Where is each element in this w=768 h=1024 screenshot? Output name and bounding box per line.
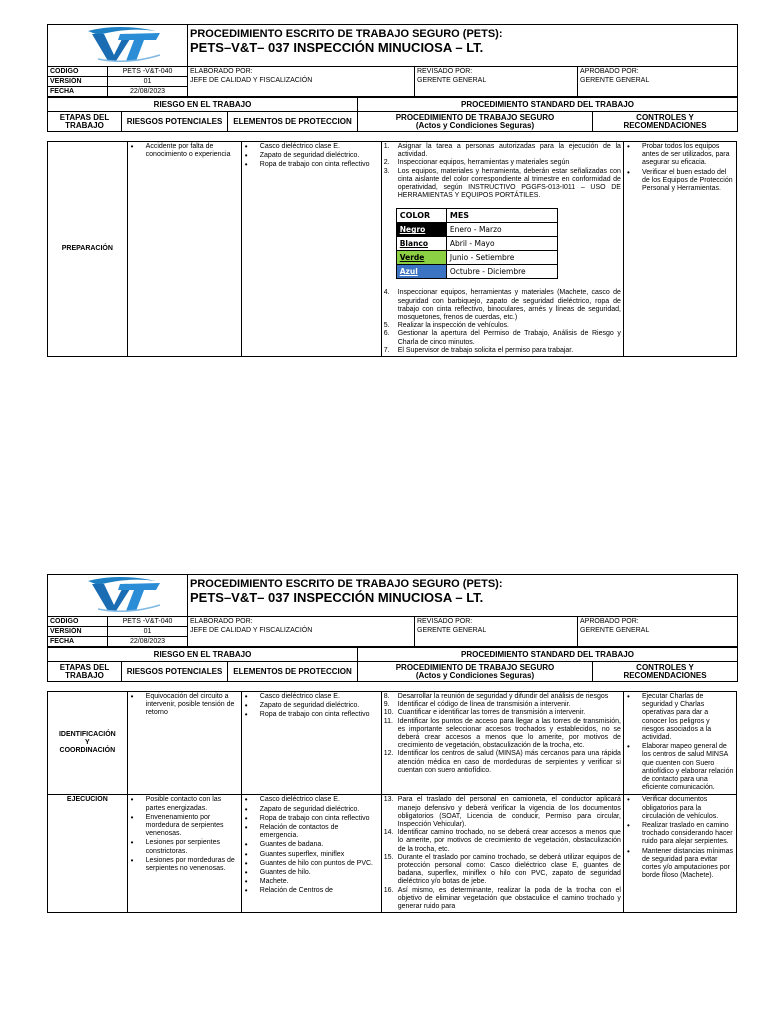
color-code-table xyxy=(396,208,558,279)
document-header xyxy=(47,24,738,97)
procedure-step xyxy=(384,168,621,201)
version-value: 01 xyxy=(108,627,188,637)
table-row xyxy=(48,795,737,913)
col-etapas: ETAPAS DEL TRABAJO xyxy=(48,112,122,132)
elaborado-value: JEFE DE CALIDAD Y FISCALIZACIÓN xyxy=(190,77,313,84)
protection-item: • Zapato de seguridad dieléctrico. xyxy=(244,806,379,814)
step-text: Identificar camino trochado, no se deberá crear accesos a menos que lo amerite, por motivos de crecimiento de vegetación, obstaculización de la trocha, etc. xyxy=(397,829,621,853)
risk-item: • Lesiones por mordeduras de serpientes no venenosas. xyxy=(130,857,239,873)
step-number: 12. xyxy=(383,750,394,758)
company-logo xyxy=(48,25,188,67)
procedure-step xyxy=(384,709,621,717)
document-title: PROCEDIMIENTO ESCRITO DE TRABAJO SEGURO (PETS): xyxy=(190,578,503,590)
risk-list xyxy=(130,796,239,873)
section-procedimiento: PROCEDIMIENTO STANDARD DEL TRABAJO xyxy=(358,648,738,662)
procedure-step xyxy=(384,854,621,887)
revisado-label: REVISADO POR: xyxy=(417,68,473,75)
col-procedimiento-sub: (Actos y Condiciones Seguras) xyxy=(415,120,535,130)
stage-identificacion-line3: COORDINACIÓN xyxy=(59,747,116,755)
step-text: Realizar la inspección de vehículos. xyxy=(397,322,510,330)
control-item: • Realizar traslado en camino trochado considerando hacer ruido para alejar serpientes. xyxy=(626,822,734,847)
aprobado-label: APROBADO POR: xyxy=(580,618,639,625)
vt-logo-icon xyxy=(48,575,188,613)
step-text: Inspeccionar equipos, herramientas y materiales según xyxy=(397,159,570,167)
protection-list xyxy=(244,693,379,720)
version-label: VERSIÓN xyxy=(48,627,108,637)
col-procedimiento-sub: (Actos y Condiciones Seguras) xyxy=(415,670,535,680)
control-item: • Mantener distancias mínimas de seguridad para evitar cortes y/o amputaciones por borde filoso (Machete). xyxy=(626,848,734,881)
section-procedimiento: PROCEDIMIENTO STANDARD DEL TRABAJO xyxy=(358,98,738,112)
control-list xyxy=(626,693,734,792)
control-item: • Elaborar mapeo general de los centros de salud MINSA que cuenten con Suero antiofídico y elaborar relación de contacto para una eficiente comunicación. xyxy=(626,743,734,792)
procedure-step xyxy=(384,701,621,709)
color-header: COLOR xyxy=(396,209,446,223)
risk-item: • Posible contacto con las partes energizadas. xyxy=(130,796,239,812)
procedure-step xyxy=(384,159,621,167)
protection-item: • Machete. xyxy=(244,878,379,886)
stage-identificacion-line1: IDENTIFICACIÓN xyxy=(58,730,116,738)
revisado-label: REVISADO POR: xyxy=(417,618,473,625)
procedure-step xyxy=(384,829,621,854)
document-subtitle: PETS–V&T– 037 INSPECCIÓN MINUCIOSA – LT. xyxy=(190,590,484,605)
table-row xyxy=(48,142,737,357)
document-header xyxy=(47,574,738,647)
version-label: VERSIÓN xyxy=(48,77,108,87)
mes-blanco: Abril - Mayo xyxy=(446,237,557,251)
fecha-label: FECHA xyxy=(48,637,108,647)
procedure-steps xyxy=(384,796,621,911)
step-text: El Supervisor de trabajo solicita el permiso para trabajar. xyxy=(397,346,574,354)
aprobado-label: APROBADO POR: xyxy=(580,68,639,75)
step-text: Cuantificar e identificar las torres de transmisión a intervenir. xyxy=(397,709,586,717)
control-list xyxy=(626,143,734,193)
section-riesgo: RIESGO EN EL TRABAJO xyxy=(48,648,358,662)
protection-item: • Casco dieléctrico clase E. xyxy=(244,796,379,804)
stage-identificacion-line2: Y xyxy=(84,739,90,747)
protection-item: • Casco dieléctrico clase E. xyxy=(244,693,379,701)
step-number: 2. xyxy=(383,159,390,167)
protection-list xyxy=(244,143,379,170)
procedure-step xyxy=(384,887,621,912)
codigo-label: CODIGO xyxy=(48,617,108,627)
step-number: 3. xyxy=(383,167,390,175)
procedure-table-2 xyxy=(47,691,737,913)
version-value: 01 xyxy=(108,77,188,87)
procedure-step xyxy=(384,330,621,346)
procedure-step xyxy=(384,693,621,701)
step-number: 8. xyxy=(383,693,390,700)
procedure-table-1 xyxy=(47,141,737,357)
col-elementos: ELEMENTOS DE PROTECCION xyxy=(228,662,358,682)
procedure-step xyxy=(384,796,621,829)
document-title: PROCEDIMIENTO ESCRITO DE TRABAJO SEGURO (PETS): xyxy=(190,28,503,40)
table-row xyxy=(48,692,737,795)
fecha-value: 22/08/2023 xyxy=(108,637,188,647)
aprobado-value: GERENTE GENERAL xyxy=(580,627,650,634)
company-logo xyxy=(48,575,188,617)
mes-negro: Enero - Marzo xyxy=(446,223,557,237)
elaborado-label: ELABORADO POR: xyxy=(190,68,253,75)
step-number: 7. xyxy=(383,346,390,354)
codigo-value: PETS -V&T-040 xyxy=(108,617,188,627)
col-controles: CONTROLES Y RECOMENDACIONES xyxy=(593,662,738,682)
codigo-value: PETS -V&T-040 xyxy=(108,67,188,77)
procedure-steps xyxy=(384,143,621,200)
risk-list xyxy=(130,143,239,159)
document-subtitle: PETS–V&T– 037 INSPECCIÓN MINUCIOSA – LT. xyxy=(190,40,484,55)
risk-list xyxy=(130,693,239,718)
page-1 xyxy=(47,24,737,357)
risk-item: • Lesiones por serpientes constrictoras. xyxy=(130,839,239,855)
procedure-step xyxy=(384,289,621,322)
protection-item: • Guantes de hilo con puntos de PVC. xyxy=(244,860,379,868)
step-number: 9. xyxy=(383,701,390,709)
step-number: 11. xyxy=(383,717,393,725)
step-number: 6. xyxy=(383,330,390,338)
stage-ejecucion: EJECUCION xyxy=(48,795,128,913)
step-text: Para el traslado del personal en camioneta, el conductor aplicará manejo defensivo y deberá verificar la vigencia de los documentos obligatorios (SOAT, Licencia de conducir, Permiso para circular, Inspección Vehicular). xyxy=(397,796,621,829)
stage-identificacion xyxy=(48,692,128,795)
protection-item: • Guantes de badana. xyxy=(244,841,379,849)
step-text: Identificar el código de línea de transmisión a intervenir. xyxy=(397,701,571,709)
protection-item: • Guantes de hilo. xyxy=(244,869,379,877)
color-verde: Verde xyxy=(396,251,446,265)
stage-preparacion: PREPARACIÓN xyxy=(48,142,128,357)
procedure-steps xyxy=(384,693,621,775)
procedure-step xyxy=(384,322,621,330)
fecha-label: FECHA xyxy=(48,87,108,97)
protection-item: • Zapato de seguridad dieléctrico. xyxy=(244,152,379,160)
revisado-value: GERENTE GENERAL xyxy=(417,627,487,634)
control-list xyxy=(626,796,734,880)
step-text: Identificar los puntos de acceso para llegar a las torres de transmisión, es importante seleccionar accesos trochados y establecidos, no se deberá crear accesos a menos que lo amerite, por motivos de crecimiento de vegetación, obstaculización de la trocha, etc. xyxy=(397,717,621,750)
col-procedimiento: PROCEDIMIENTO DE TRABAJO SEGURO xyxy=(395,112,555,122)
codigo-label: CODIGO xyxy=(48,67,108,77)
control-item: • Probar todos los equipos antes de ser utilizados, para asegurar su eficacia. xyxy=(626,143,734,168)
step-text: Gestionar la apertura del Permiso de Trabajo, Análisis de Riesgo y Charla de cinco minutos. xyxy=(397,330,621,346)
mes-verde: Junio - Setiembre xyxy=(446,251,557,265)
protection-item: • Relación de contactos de emergencia. xyxy=(244,824,379,840)
step-number: 4. xyxy=(383,289,390,297)
protection-item: • Ropa de trabajo con cinta reflectivo xyxy=(244,161,379,169)
color-azul: Azul xyxy=(396,265,446,279)
step-number: 13. xyxy=(383,796,394,804)
step-text: Desarrollar la reunión de seguridad y difundir del análisis de riesgos xyxy=(397,693,609,700)
control-item: • Verificar el buen estado del de los Equipos de Protección Personal y Herramientas. xyxy=(626,169,734,194)
risk-item: • Envenenamiento por mordedura de serpientes venenosas. xyxy=(130,814,239,839)
step-text: Asignar la tarea a personas autorizadas para la ejecución de la actividad. xyxy=(397,143,621,159)
fecha-value: 22/08/2023 xyxy=(108,87,188,97)
section-riesgo: RIESGO EN EL TRABAJO xyxy=(48,98,358,112)
protection-item: • Relación de Centros de xyxy=(244,887,379,895)
procedure-steps-continued xyxy=(384,289,621,355)
color-negro: Negro xyxy=(396,223,446,237)
color-blanco: Blanco xyxy=(396,237,446,251)
aprobado-value: GERENTE GENERAL xyxy=(580,77,650,84)
procedure-step xyxy=(384,143,621,159)
step-text: Así mismo, es determinante, realizar la poda de la trocha con el objetivo de eliminar vegetación que obstaculice el camino trochado y generar ruido para xyxy=(397,886,621,911)
procedure-step xyxy=(384,750,621,775)
step-number: 10. xyxy=(383,709,394,717)
elaborado-value: JEFE DE CALIDAD Y FISCALIZACIÓN xyxy=(190,627,313,634)
elaborado-label: ELABORADO POR: xyxy=(190,618,253,625)
vt-logo-icon xyxy=(48,25,188,63)
mes-azul: Octubre - Diciembre xyxy=(446,265,557,279)
page-2 xyxy=(47,574,737,913)
col-elementos: ELEMENTOS DE PROTECCION xyxy=(228,112,358,132)
column-header xyxy=(47,97,738,132)
step-text: Inspeccionar equipos, herramientas y materiales (Machete, casco de seguridad con barbiquejo, zapato de seguridad dieléctrico, ropa de trabajo con cinta reflectivo, binoculares, arnés y líneas de seguridad, mosquetones, frenos de cuerdas, etc.) xyxy=(397,289,621,322)
step-number: 15. xyxy=(383,853,394,861)
protection-item: • Ropa de trabajo con cinta reflectivo xyxy=(244,711,379,719)
protection-item: • Zapato de seguridad dieléctrico. xyxy=(244,702,379,710)
step-text: Los equipos, materiales y herramienta, deberán estar señalizadas con cinta aislante del color correspondiente al trimestre en conformidad de operatividad, según INSTRUCTIVO PGGFS-013-I011 – USO DE HERRAMIENTAS Y EQUIPOS PORTÁTILES. xyxy=(397,167,621,200)
procedure-step xyxy=(384,347,621,355)
step-number: 5. xyxy=(383,322,390,330)
protection-item: • Casco dieléctrico clase E. xyxy=(244,143,379,151)
col-procedimiento: PROCEDIMIENTO DE TRABAJO SEGURO xyxy=(395,662,555,672)
mes-header: MES xyxy=(446,209,557,223)
col-controles: CONTROLES Y RECOMENDACIONES xyxy=(593,112,738,132)
col-riesgos: RIESGOS POTENCIALES xyxy=(122,112,228,132)
risk-item: • Equivocación del circuito a intervenir, posible tensión de retorno xyxy=(130,693,239,718)
protection-item: • Guantes superflex, miniflex xyxy=(244,851,379,859)
risk-item: • Accidente por falta de conocimiento o experiencia xyxy=(130,143,239,159)
control-item: • Ejecutar Charlas de seguridad y Charlas operativas para dar a conocer los peligros y riesgos asociados a la actividad. xyxy=(626,693,734,742)
revisado-value: GERENTE GENERAL xyxy=(417,77,487,84)
step-text: Durante el traslado por camino trochado, se deberá utilizar equipos de protección personal como: Casco dieléctrico clase E, guantes de badana, superflex, miniflex o hilo con PVC, zapato de seguridad dieléctrico y/o botas de jebe. xyxy=(397,853,621,886)
step-number: 1. xyxy=(383,143,390,150)
column-header xyxy=(47,647,738,682)
step-number: 14. xyxy=(383,829,394,837)
step-text: Identificar los centros de salud (MINSA) más cercanos para una rápida atención médica en caso de mordeduras de serpientes y verificar si cuentan con suero antiofídico. xyxy=(397,750,621,774)
col-etapas: ETAPAS DEL TRABAJO xyxy=(48,662,122,682)
procedure-step xyxy=(384,718,621,751)
col-riesgos: RIESGOS POTENCIALES xyxy=(122,662,228,682)
protection-item: • Ropa de trabajo con cinta reflectivo xyxy=(244,815,379,823)
control-item: • Verificar documentos obligatorios para la circulación de vehículos. xyxy=(626,796,734,821)
protection-list xyxy=(244,796,379,895)
step-number: 16. xyxy=(383,886,394,894)
